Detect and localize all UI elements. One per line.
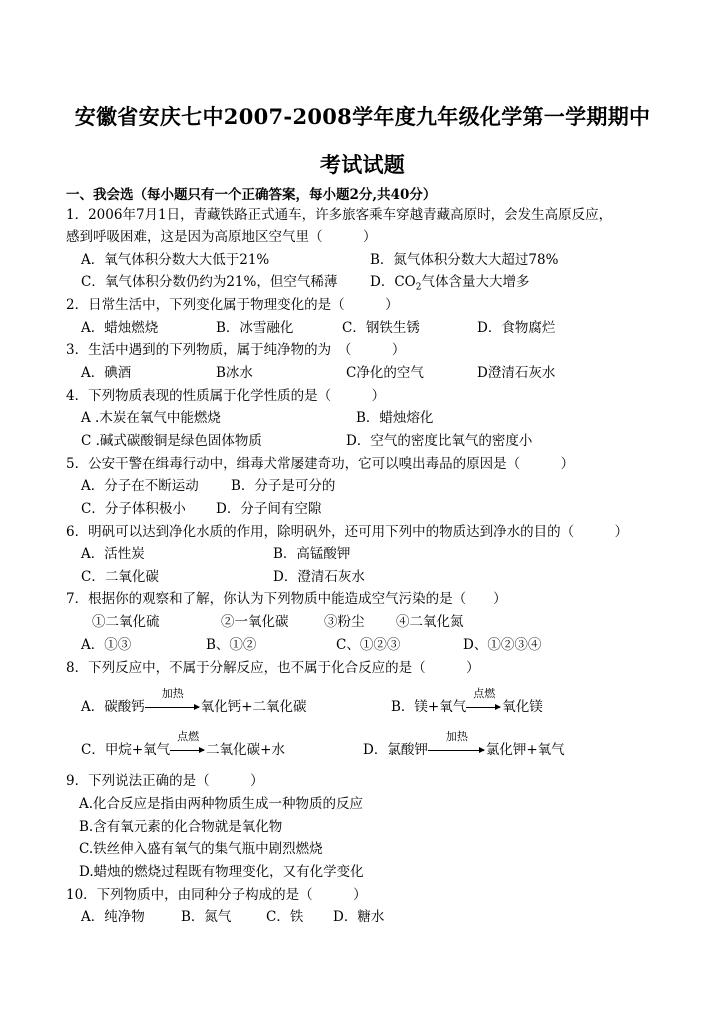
question-6-stem: 6．明矾可以达到净化水质的作用，除明矾外，还可用下列中的物质达到净水的目的（ ） <box>66 524 629 540</box>
reaction-product: 氧化镁 <box>502 699 543 715</box>
question-1-option-b: B．氮气体积分数大大超过78% <box>370 252 559 268</box>
reaction-arrow <box>170 730 206 759</box>
reaction-letter: D． <box>363 742 388 758</box>
option-d-suffix: 气体含量大大增多 <box>421 274 530 290</box>
reaction-condition: 加热 <box>161 687 184 700</box>
question-2-option-d: D．食物腐烂 <box>477 320 556 336</box>
question-3-option-b: B冰水 <box>216 365 253 381</box>
question-6-option-c: C．二氧化碳 <box>81 569 159 585</box>
reaction-condition: 点燃 <box>473 687 496 700</box>
reaction-product: 氧化钙+二氧化碳 <box>200 699 307 715</box>
question-8-option-d <box>363 730 565 759</box>
question-7-stem: 7．根据你的观察和了解，你认为下列物质中能造成空气污染的是（ ） <box>66 591 507 607</box>
reaction-condition: 加热 <box>445 730 468 743</box>
question-4-option-a: A .木炭在氧气中能燃烧 <box>81 410 221 426</box>
question-4-option-c: C .碱式碳酸铜是绿色固体物质 <box>81 433 262 449</box>
question-3-option-a: A．碘酒 <box>81 365 132 381</box>
question-4-stem: 4．下列物质表现的性质属于化学性质的是（ ） <box>66 388 386 404</box>
reaction-arrow <box>428 730 486 759</box>
question-4-option-b: B．蜡烛熔化 <box>356 410 434 426</box>
question-8-stem: 8．下列反应中，不属于分解反应，也不属于化合反应的是（ ） <box>66 660 480 676</box>
reaction-letter: A． <box>81 699 105 715</box>
question-9-stem: 9．下列说法正确的是（ ） <box>66 773 264 789</box>
question-7-option-b: B、①② <box>206 637 257 653</box>
reaction-reactant: 碳酸钙 <box>104 699 145 715</box>
question-9-option-a: A.化合反应是指由两种物质生成一种物质的反应 <box>79 796 364 812</box>
question-1-option-d <box>370 273 529 297</box>
reaction-letter: B． <box>391 699 415 715</box>
question-5-stem: 5．公安干警在缉毒行动中，缉毒犬常屡建奇功，它可以嗅出毒品的原因是（ ） <box>66 456 575 472</box>
question-5-option-b: B．分子是可分的 <box>231 478 336 494</box>
reaction-reactant: 镁+氧气 <box>414 699 467 715</box>
question-6-option-a: A．活性炭 <box>81 546 145 562</box>
question-10-option-c: C．铁 <box>266 909 304 925</box>
question-7-item-4: ④二氧化氮 <box>396 614 464 630</box>
arrow-right-icon <box>428 750 484 751</box>
question-9-option-c: C.铁丝伸入盛有氧气的集气瓶中剧烈燃烧 <box>79 841 323 857</box>
question-8-option-b <box>391 687 543 716</box>
question-1-option-a: A．氧气体积分数大大低于21% <box>81 252 270 268</box>
reaction-condition: 点燃 <box>177 730 200 743</box>
question-1-option-c: C．氧气体积分数仍约为21%，但空气稀薄 <box>81 274 338 290</box>
arrow-right-icon <box>466 707 500 708</box>
reaction-letter: C． <box>81 742 105 758</box>
question-2-option-b: B．冰雪融化 <box>216 320 294 336</box>
question-10-option-d: D．糖水 <box>333 909 385 925</box>
reaction-arrow <box>145 687 201 716</box>
question-9-option-d: D.蜡烛的燃烧过程既有物理变化，又有化学变化 <box>79 864 364 880</box>
page-title-line2: 考试试题 <box>319 152 406 177</box>
question-3-option-c: C净化的空气 <box>346 365 424 381</box>
question-8-option-c <box>81 730 285 759</box>
question-2-stem: 2．日常生活中，下列变化属于物理变化的是（ ） <box>66 297 399 313</box>
subscript-2: 2 <box>415 282 422 293</box>
question-2-option-a: A．蜡烛燃烧 <box>81 320 159 336</box>
question-4-option-d: D．空气的密度比氧气的密度小 <box>346 433 533 449</box>
reaction-product: 氯化钾+氧气 <box>485 742 565 758</box>
question-7-item-3: ③粉尘 <box>324 614 365 630</box>
option-d-prefix: D．CO <box>370 274 416 290</box>
question-2-option-c: C．钢铁生锈 <box>342 320 420 336</box>
question-8-option-a <box>81 687 307 716</box>
reaction-arrow <box>466 687 502 716</box>
reaction-reactant: 氯酸钾 <box>387 742 428 758</box>
question-7-option-c: C、①②③ <box>336 637 401 653</box>
reaction-reactant: 甲烷+氧气 <box>104 742 171 758</box>
arrow-right-icon <box>145 707 199 708</box>
question-10-option-b: B．氮气 <box>181 909 232 925</box>
question-1-stem-line1: 1．2006年7月1日，青藏铁路正式通车，许多旅客乘车穿越青藏高原时，会发生高原反应， <box>66 207 613 223</box>
reaction-product: 二氧化碳+水 <box>206 742 285 758</box>
question-6-option-b: B．高锰酸钾 <box>273 546 351 562</box>
question-6-option-d: D．澄清石灰水 <box>273 569 365 585</box>
question-1-stem-line2: 感到呼吸困难，这是因为高原地区空气里（ ） <box>66 229 377 245</box>
question-10-stem: 10．下列物质中，由同种分子构成的是（ ） <box>66 887 367 903</box>
arrow-right-icon <box>170 750 204 751</box>
question-7-option-a: A．①③ <box>81 637 132 653</box>
question-7-item-1: ①二氧化硫 <box>92 614 160 630</box>
question-3-option-d: D澄清石灰水 <box>477 365 556 381</box>
question-10-option-a: A．纯净物 <box>81 909 145 925</box>
question-9-option-b: B.含有氧元素的化合物就是氧化物 <box>79 819 283 835</box>
question-5-option-c: C．分子体积极小 <box>81 501 186 517</box>
section-heading: 一、我会选（每小题只有一个正确答案，每小题2分,共40分） <box>66 187 437 203</box>
question-5-option-d: D．分子间有空隙 <box>216 501 322 517</box>
question-7-item-2: ②一氧化碳 <box>221 614 289 630</box>
question-7-option-d: D、①②③④ <box>463 637 542 653</box>
question-3-stem: 3．生活中遇到的下列物质，属于纯净物的为 （ ） <box>66 342 406 358</box>
question-5-option-a: A．分子在不断运动 <box>81 478 199 494</box>
page-title-line1: 安徽省安庆七中2007-2008学年度九年级化学第一学期期中 <box>74 104 651 129</box>
